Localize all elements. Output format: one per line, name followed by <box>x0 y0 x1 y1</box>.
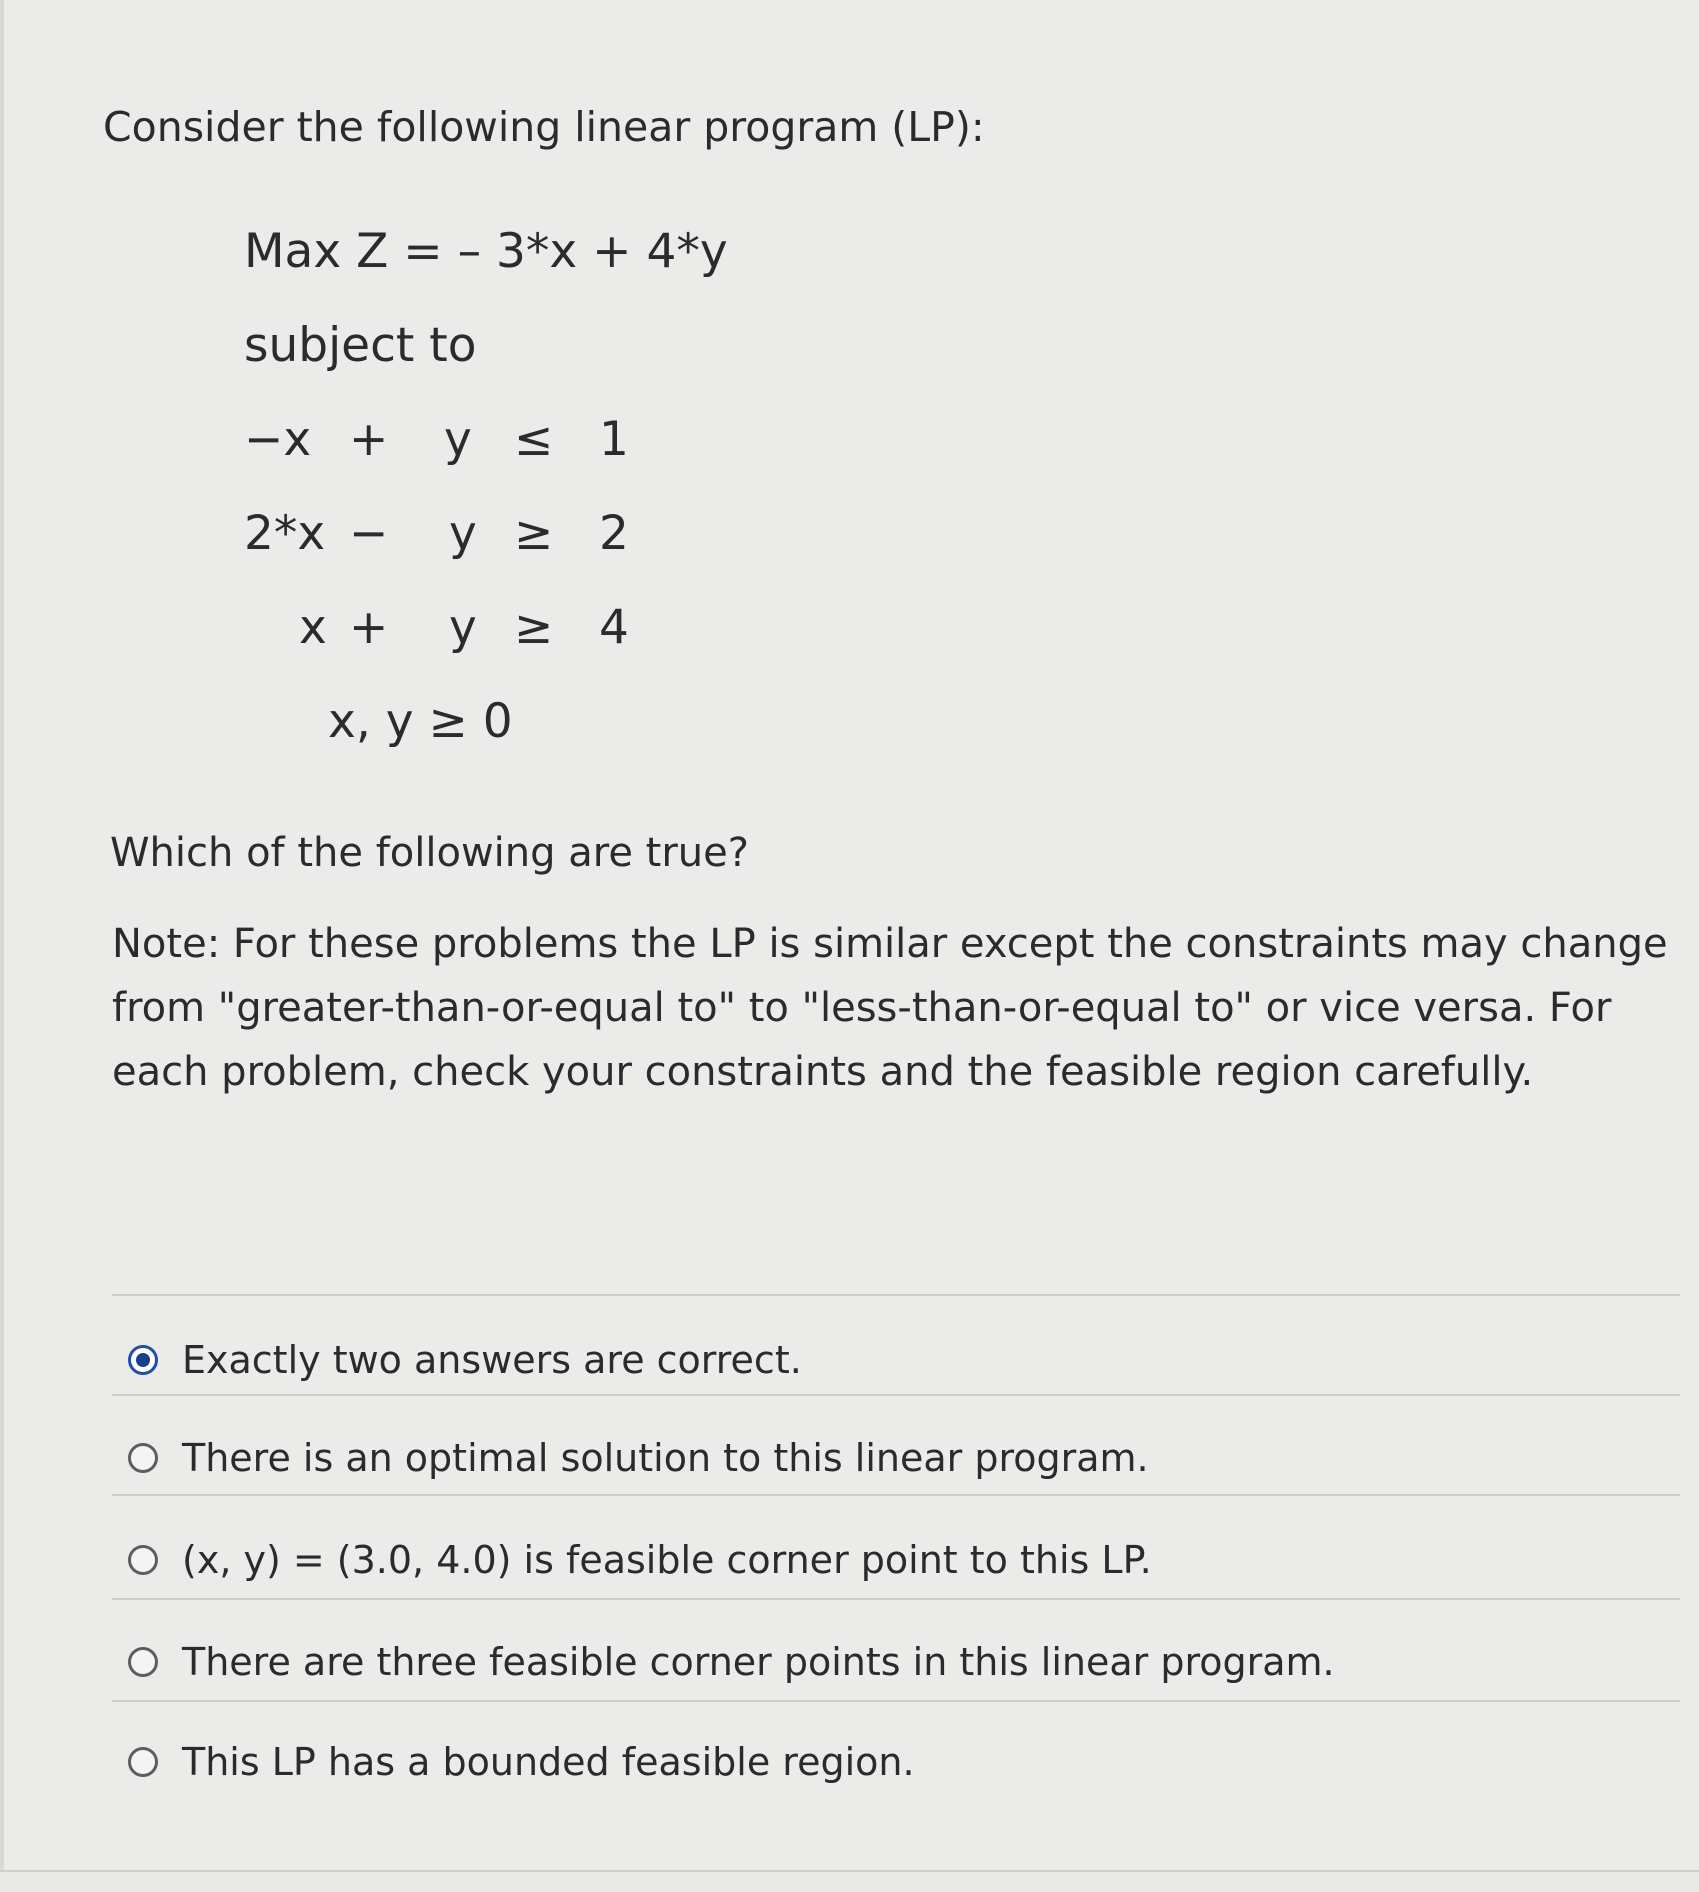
question-intro: Consider the following linear program (LP): <box>103 103 985 151</box>
radio-icon[interactable] <box>128 1443 158 1473</box>
option-divider <box>112 1294 1680 1296</box>
radio-selected-icon[interactable] <box>128 1345 158 1375</box>
panel-edge <box>0 0 4 1870</box>
constraint-row <box>244 504 728 598</box>
answer-option-label[interactable]: This LP has a bounded feasible region. <box>182 1740 915 1784</box>
constraint-rhs: 4 <box>599 600 629 655</box>
constraint-relation: ≤ <box>514 412 554 467</box>
answer-option-label[interactable]: There are three feasible corner points in this linear program. <box>182 1640 1335 1684</box>
constraint-y-term: y <box>449 600 477 655</box>
constraint-rhs: 2 <box>599 506 629 561</box>
lp-formulation <box>244 222 728 786</box>
constraint-operator: − <box>349 506 389 561</box>
question-prompt: Which of the following are true? <box>110 830 749 876</box>
option-divider <box>112 1700 1680 1702</box>
answer-option-1[interactable] <box>128 1330 802 1390</box>
option-divider <box>112 1494 1680 1496</box>
constraint-operator: + <box>349 412 389 467</box>
constraint-x-term: −x <box>244 412 312 467</box>
option-divider <box>112 1598 1680 1600</box>
answer-option-4[interactable] <box>128 1632 1335 1692</box>
objective-function: Max Z = – 3*x + 4*y <box>244 224 728 279</box>
option-divider <box>112 1394 1680 1396</box>
nonnegativity-constraint: x, y ≥ 0 <box>328 694 513 749</box>
answer-option-3[interactable] <box>128 1530 1152 1590</box>
question-note: Note: For these problems the LP is similar except the constraints may change from "greater-than-or-equal to" to "less-than-or-equal to" or vice versa. For each problem, check your constraints and the feasible region carefully. <box>112 921 1668 1095</box>
constraint-x-term: 2*x <box>244 506 326 561</box>
constraint-row <box>244 598 728 692</box>
constraint-operator: + <box>349 600 389 655</box>
answer-option-label[interactable]: There is an optimal solution to this linear program. <box>182 1436 1149 1480</box>
answer-option-5[interactable] <box>128 1732 915 1792</box>
constraint-rhs: 1 <box>599 412 629 467</box>
constraint-y-term: y <box>449 506 477 561</box>
constraint-x-term: x <box>299 600 327 655</box>
radio-icon[interactable] <box>128 1545 158 1575</box>
radio-icon[interactable] <box>128 1647 158 1677</box>
constraint-relation: ≥ <box>514 506 554 561</box>
radio-icon[interactable] <box>128 1747 158 1777</box>
answer-option-label[interactable]: Exactly two answers are correct. <box>182 1338 802 1382</box>
answer-option-label[interactable]: (x, y) = (3.0, 4.0) is feasible corner point to this LP. <box>182 1538 1152 1582</box>
constraint-relation: ≥ <box>514 600 554 655</box>
subject-to-label: subject to <box>244 318 477 373</box>
constraint-y-term: y <box>444 412 472 467</box>
answer-option-2[interactable] <box>128 1428 1149 1488</box>
constraint-row <box>244 410 728 504</box>
